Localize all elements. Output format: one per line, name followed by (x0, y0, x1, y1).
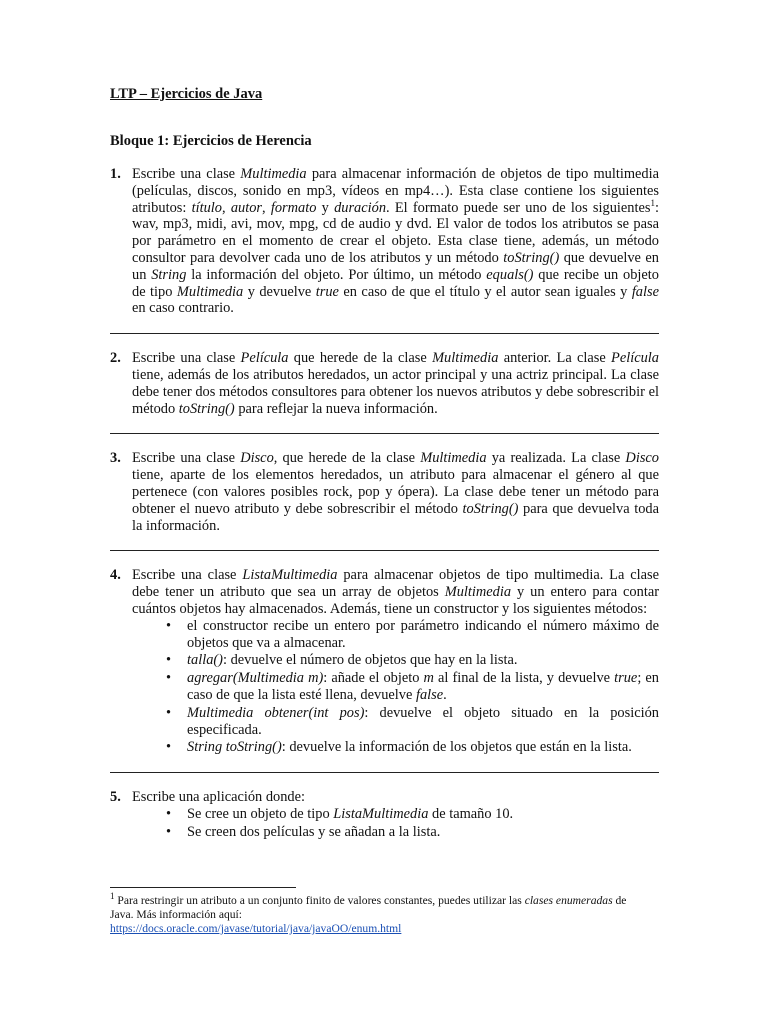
bullet-icon: • (166, 823, 172, 840)
step-list (132, 806, 659, 841)
list-item: • agregar(Multimedia m): añade el objeto m al final de la lista, y devuelve true; en caso de que la lista esté llena, devuelve false. (166, 670, 659, 703)
footnote-marker: 1 (110, 891, 115, 902)
exercise-text: Escribe una clase Disco, que herede de la clase Multimedia ya realizada. La clase Disco tiene, aparte de los elementos heredados, un atributo para almacenar el género al que pertenece (con valores posibles rock, pop y ópera). La clase debe tener un método para obtener el nuevo atributo y debe sobrescribir el método toString() para que devuelva toda la información. (132, 450, 659, 534)
exercise-3 (110, 450, 659, 534)
exercise-4 (110, 567, 659, 756)
exercise-2 (110, 350, 659, 417)
page (110, 86, 659, 842)
exercise-number: 2. (110, 350, 121, 367)
bullet-icon: • (166, 739, 172, 756)
divider (110, 550, 659, 551)
bullet-icon: • (166, 704, 172, 721)
exercise-number: 4. (110, 567, 121, 584)
list-item: • talla(): devuelve el número de objetos que hay en la lista. (166, 652, 518, 669)
divider (110, 433, 659, 434)
list-item: • Se creen dos películas y se añadan a la lista. (166, 823, 441, 840)
footnote: $^1$ Para restringir un atributo a un conjunto finito de valores constantes, puedes utilizar las clases enumeradas de Java. Más información aquí: https://docs.oracle.com/javase/tutorial/java/javaOO/enum.html (110, 891, 627, 935)
exercise-text: Escribe una clase Multimedia para almacenar información de objetos de tipo multimedia (películas, discos, sonido en mp3, vídeos en mp4…). Esta clase contiene los siguientes atributos: título, autor, formato y duración. El formato puede ser uno de los siguientes$^1$: wav, mp3, midi, avi, mov, mpg, cd de audio y dvd. El valor de todos los atributos se pasa por parámetro en el momento de crear el objeto. Esta clase tiene, además, un método consultor para devolver cada uno de los atributos y un método toString() que devuelve en un String la información del objeto. Por último, un método equals() que recibe un objeto de tipo Multimedia y devuelve true en caso de que el título y el autor sean iguales y false en caso contrario. (132, 166, 660, 317)
exercise-text: Escribe una clase ListaMultimedia para almacenar objetos de tipo multimedia. La clase debe tener un atributo que sea un array de objetos Multimedia y un entero para contar cuántos objetos hay almacenados. Además, tiene un constructor y los siguientes métodos: (132, 567, 660, 617)
list-item: • String toString(): devuelve la información de los objetos que están en la lista. (166, 739, 632, 756)
list-item: • Multimedia obtener(int pos): devuelve el objeto situado en la posición especificada. (166, 704, 659, 738)
footnote-link[interactable]: https://docs.oracle.com/javase/tutorial/java/javaOO/enum.html (110, 922, 402, 935)
exercise-5 (110, 789, 659, 840)
exercise-1 (110, 166, 659, 317)
exercise-text: Escribe una aplicación donde: (132, 789, 306, 806)
list-item: • el constructor recibe un entero por parámetro indicando el número máximo de objetos que va a almacenar. (166, 617, 659, 651)
divider (110, 772, 659, 773)
bullet-icon: • (166, 652, 172, 669)
bullet-icon: • (166, 670, 172, 687)
footnote-reference[interactable]: 1 (650, 197, 655, 208)
list-item: • Se cree un objeto de tipo ListaMultimedia de tamaño 10. (166, 805, 514, 822)
footnote-separator (110, 887, 296, 888)
divider (110, 333, 659, 334)
bullet-icon: • (166, 617, 172, 634)
bullet-icon: • (166, 805, 172, 822)
exercise-number: 1. (110, 166, 121, 182)
document-title: LTP – Ejercicios de Java (110, 86, 263, 102)
exercise-number: 5. (110, 789, 121, 806)
section-title: Bloque 1: Ejercicios de Herencia (110, 133, 312, 149)
exercise-text: Escribe una clase Película que herede de la clase Multimedia anterior. La clase Película tiene, además de los atributos heredados, un actor principal y una actriz principal. La clase debe tener dos métodos consultores para obtener los nuevos atributos y debe sobrescribir el método toString() para reflejar la nueva información. (132, 350, 659, 417)
method-list (132, 618, 659, 756)
exercise-number: 3. (110, 450, 121, 467)
